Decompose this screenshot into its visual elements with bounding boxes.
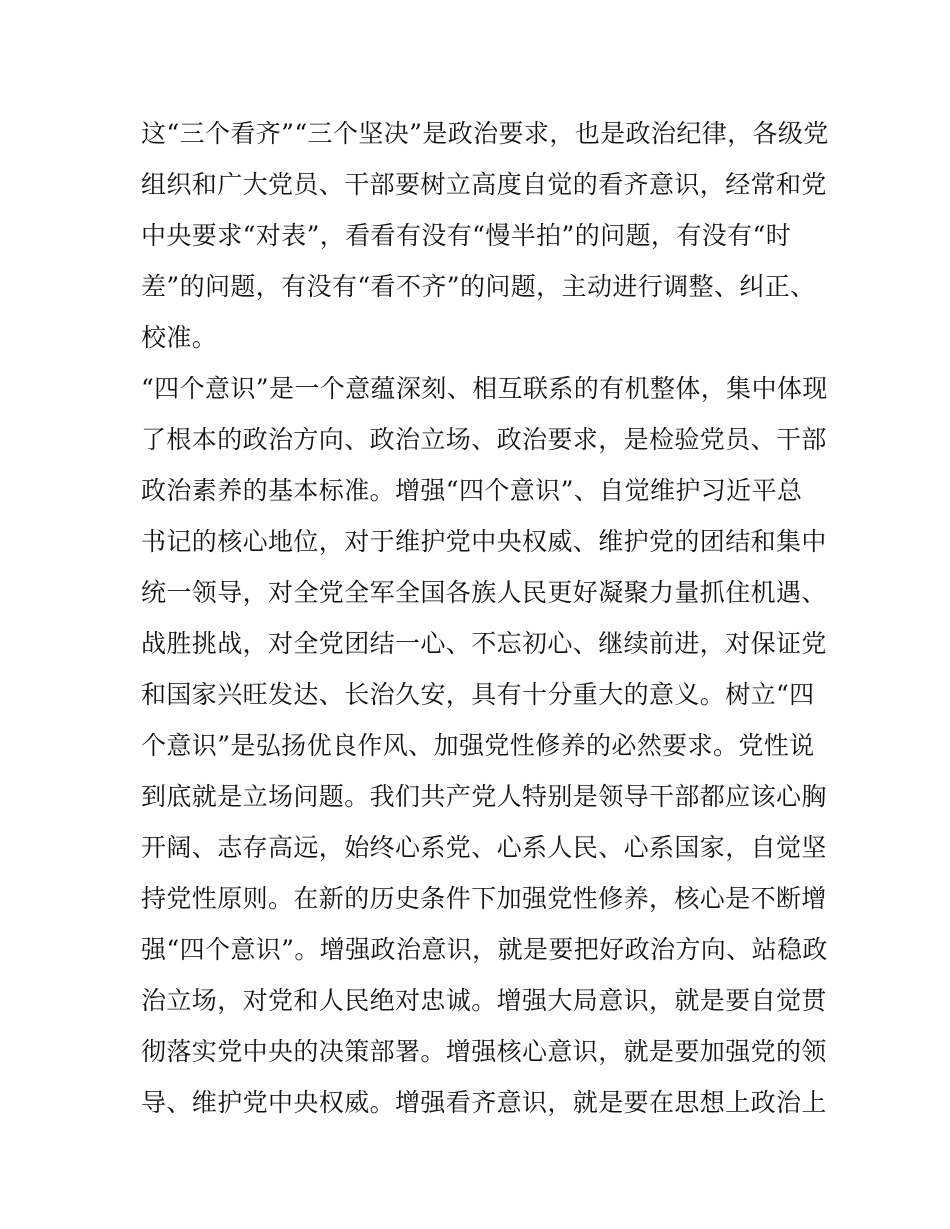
text-line: 彻落实党中央的决策部署。增强核心意识，就是要加强党的领 [141,1037,827,1066]
text-line: 政治素养的基本标准。增强“四个意识”、自觉维护习近平总 [141,476,803,505]
text-line: 和国家兴旺发达、长治久安，具有十分重大的意义。树立“四 [141,680,815,709]
text-line: 校准。 [141,323,218,352]
text-line: 中央要求“对表”，看看有没有“慢半拍”的问题，有没有“时 [141,221,792,250]
text-line: 开阔、志存高远，始终心系党、心系人民、心系国家，自觉坚 [141,833,827,862]
text-line: 差”的问题，有没有“看不齐”的问题，主动进行调整、纠正、 [141,272,816,301]
text-line: 到底就是立场问题。我们共产党人特别是领导干部都应该心胸 [141,782,827,811]
text-line: 强“四个意识”。增强政治意识，就是要把好政治方向、站稳政 [141,935,828,964]
text-line: 治立场，对党和人民绝对忠诚。增强大局意识，就是要自觉贯 [141,986,827,1015]
text-line: 导、维护党中央权威。增强看齐意识，就是要在思想上政治上 [141,1088,827,1117]
text-line: 持党性原则。在新的历史条件下加强党性修养，核心是不断增 [141,884,827,913]
text-line: 个意识”是弘扬优良作风、加强党性修养的必然要求。党性说 [141,731,815,760]
text-line: 战胜挑战，对全党团结一心、不忘初心、继续前进，对保证党 [141,629,827,658]
text-line: “四个意识”是一个意蕴深刻、相互联系的有机整体，集中体现 [141,374,828,403]
text-line: 组织和广大党员、干部要树立高度自觉的看齐意识，经常和党 [141,170,827,199]
body-text [141,108,829,1128]
text-line: 书记的核心地位，对于维护党中央权威、维护党的团结和集中 [141,527,827,556]
text-line: 统一领导，对全党全军全国各族人民更好凝聚力量抓住机遇、 [141,578,827,607]
text-line: 这“三个看齐”“三个坚决”是政治要求，也是政治纪律，各级党 [141,119,829,148]
text-line: 了根本的政治方向、政治立场、政治要求，是检验党员、干部 [141,425,827,454]
